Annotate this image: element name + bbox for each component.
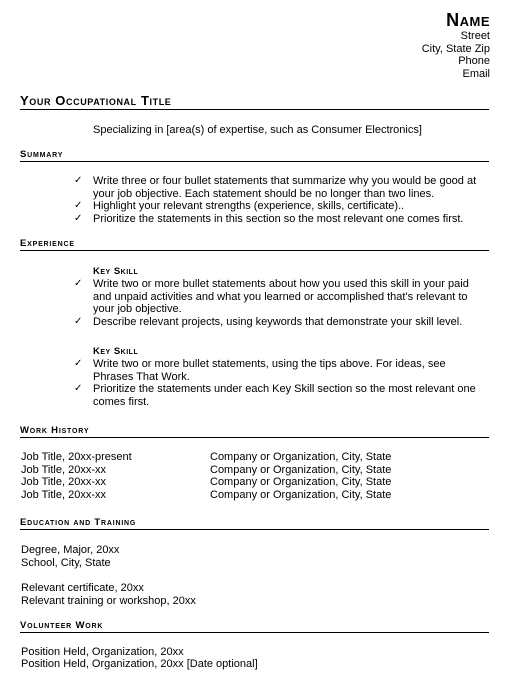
list-item: ✓ Prioritize the statements under each Key Skill section so the most relevant one comes first. [74, 383, 476, 408]
checkmark-icon: ✓ [74, 200, 83, 212]
job-company: Company or Organization, City, State [210, 489, 392, 501]
degree-line: Degree, Major, 20xx [21, 544, 120, 556]
job-title: Job Title, 20xx-xx [21, 464, 106, 476]
summary-heading: Summary [20, 149, 489, 162]
list-item: ✓ Prioritize the statements in this section so the most relevant one comes first. [74, 212, 464, 225]
job-company: Company or Organization, City, State [210, 464, 392, 476]
email-address: Email [462, 67, 490, 80]
volunteer-line: Position Held, Organization, 20xx [Date optional] [21, 658, 258, 670]
checkmark-icon: ✓ [74, 358, 83, 369]
contact-block [422, 10, 490, 80]
applicant-name: Name [446, 10, 490, 30]
summary-bullets [74, 175, 484, 225]
list-item: ✓ Write two or more bullet statements about how you used this skill in your paid and unpaid activities and what you learned or accomplished that's relevant to your job objective. [74, 278, 469, 316]
checkmark-icon: ✓ [74, 212, 83, 224]
key-skill-bullets [74, 358, 484, 408]
checkmark-icon: ✓ [74, 175, 83, 186]
checkmark-icon: ✓ [74, 383, 83, 395]
specializing-line: Specializing in [area(s) of expertise, such as Consumer Electronics] [93, 124, 422, 136]
volunteer-line: Position Held, Organization, 20xx [21, 646, 184, 658]
training-line: Relevant training or workshop, 20xx [21, 595, 196, 607]
key-skill-label: Key Skill [93, 266, 139, 277]
checkmark-icon: ✓ [74, 315, 83, 327]
key-skill-label: Key Skill [93, 346, 139, 357]
phone-number: Phone [458, 55, 490, 68]
city-state-zip: City, State Zip [421, 42, 490, 55]
job-title: Job Title, 20xx-xx [21, 476, 106, 488]
work-history-heading: Work History [20, 425, 489, 438]
job-company: Company or Organization, City, State [210, 476, 392, 488]
school-line: School, City, State [21, 557, 111, 569]
experience-heading: Experience [20, 238, 489, 251]
checkmark-icon: ✓ [74, 278, 83, 289]
job-title: Job Title, 20xx-present [21, 451, 132, 463]
key-skill-bullets [74, 278, 484, 328]
job-company: Company or Organization, City, State [210, 451, 392, 463]
list-item: ✓ Write three or four bullet statements that summarize why you would be good at your job objective. Each statement should be no longer than two lines. [74, 175, 477, 200]
volunteer-heading: Volunteer Work [20, 620, 489, 633]
list-item: ✓ Highlight your relevant strengths (experience, skills, certificate).. [74, 200, 405, 213]
job-title: Job Title, 20xx-xx [21, 489, 106, 501]
certificate-line: Relevant certificate, 20xx [21, 582, 144, 594]
street-address: Street [460, 30, 490, 42]
education-heading: Education and Training [20, 517, 489, 530]
occupational-title: Your Occupational Title [20, 93, 489, 110]
list-item: ✓ Describe relevant projects, using keywords that demonstrate your skill level. [74, 315, 463, 328]
list-item: ✓ Write two or more bullet statements, using the tips above. For ideas, see Phrases That Work. [74, 358, 446, 383]
